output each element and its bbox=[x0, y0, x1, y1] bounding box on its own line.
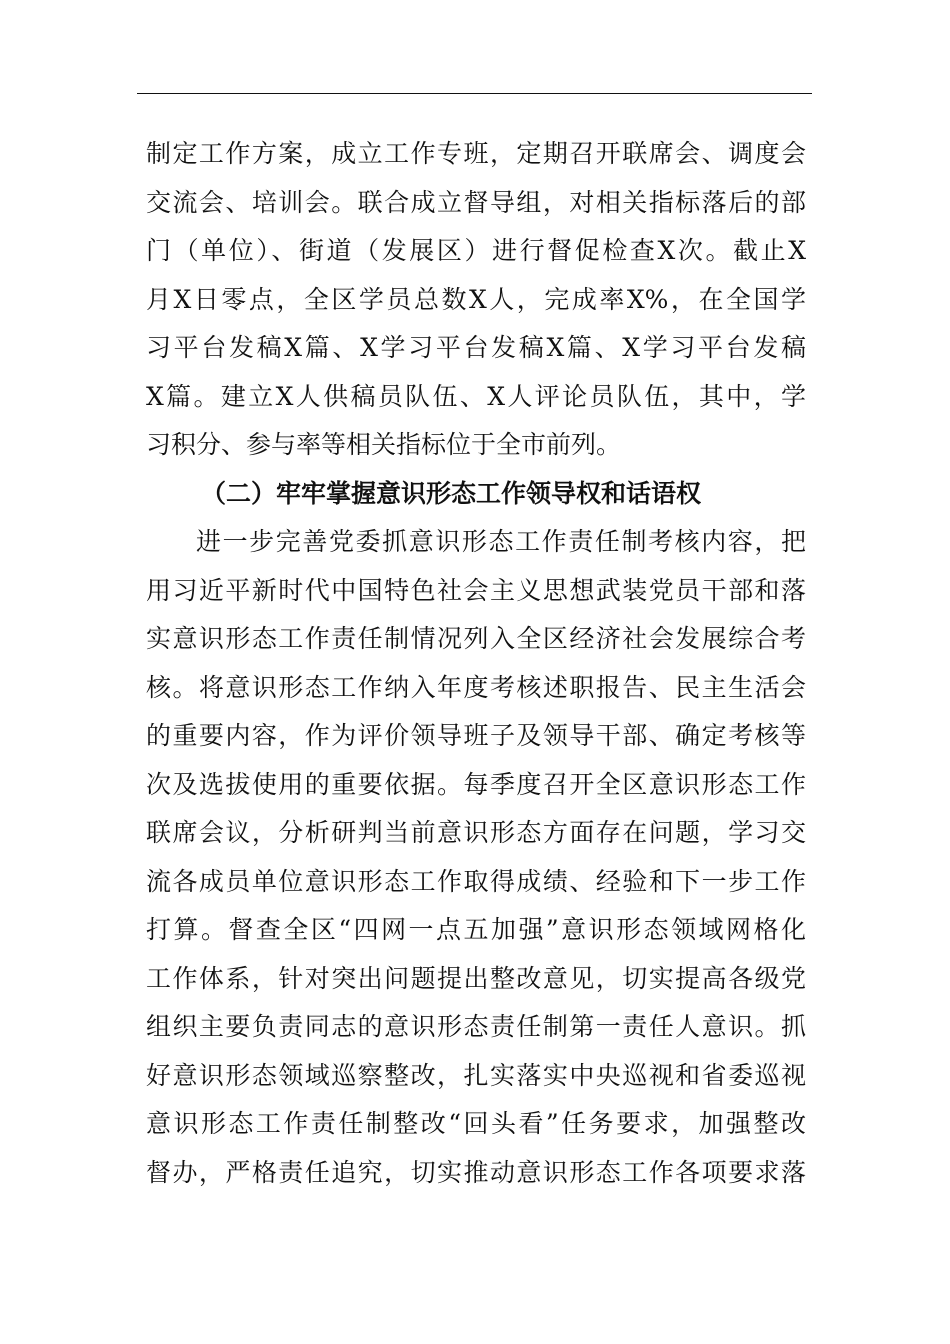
header-rule bbox=[137, 93, 812, 94]
paragraph-line: 习平台发稿X篇、X学习平台发稿X篇、X学习平台发稿 bbox=[146, 333, 806, 362]
paragraph-line: 意识形态工作责任制整改“回头看”任务要求，加强整改 bbox=[146, 1109, 806, 1138]
paragraph-line: X篇。建立X人供稿员队伍、X人评论员队伍，其中，学 bbox=[146, 381, 806, 411]
paragraph-line: 门（单位）、街道（发展区）进行督促检查X次。截止X bbox=[146, 236, 806, 265]
paragraph-line: 月X日零点，全区学员总数X人，完成率X%，在全国学 bbox=[146, 284, 806, 314]
document-body bbox=[146, 130, 806, 1197]
paragraph-line: 进一步完善党委抓意识形态工作责任制考核内容，把 bbox=[196, 527, 806, 556]
paragraph-line: 次及选拔使用的重要依据。每季度召开全区意识形态工作 bbox=[146, 769, 806, 799]
paragraph-line: 用习近平新时代中国特色社会主义思想武装党员干部和落 bbox=[146, 575, 806, 605]
paragraph-line: 工作体系，针对突出问题提出整改意见，切实提高各级党 bbox=[146, 963, 806, 993]
paragraph-line: 流各成员单位意识形态工作取得成绩、经验和下一步工作 bbox=[146, 866, 806, 896]
paragraph-line: 制定工作方案，成立工作专班，定期召开联席会、调度会 bbox=[146, 139, 806, 168]
paragraph-line: 习积分、参与率等相关指标位于全市前列。 bbox=[146, 430, 622, 459]
paragraph-line: 交流会、培训会。联合成立督导组，对相关指标落后的部 bbox=[146, 187, 806, 217]
paragraph-line: 联席会议，分析研判当前意识形态方面存在问题，学习交 bbox=[146, 818, 806, 847]
paragraph-line: 组织主要负责同志的意识形态责任制第一责任人意识。抓 bbox=[146, 1012, 806, 1041]
paragraph-line: 实意识形态工作责任制情况列入全区经济社会发展综合考 bbox=[146, 624, 806, 653]
paragraph-line: 的重要内容，作为评价领导班子及领导干部、确定考核等 bbox=[146, 721, 806, 750]
paragraph-line: 督办，严格责任追究，切实推动意识形态工作各项要求落 bbox=[146, 1157, 806, 1187]
section-heading: （二）牢牢掌握意识形态工作领导权和话语权 bbox=[201, 478, 702, 508]
paragraph-line: 好意识形态领域巡察整改，扎实落实中央巡视和省委巡视 bbox=[146, 1060, 806, 1090]
paragraph-line: 核。将意识形态工作纳入年度考核述职报告、民主生活会 bbox=[146, 672, 806, 702]
paragraph-line: 打算。督查全区“四网一点五加强”意识形态领域网格化 bbox=[146, 915, 806, 944]
